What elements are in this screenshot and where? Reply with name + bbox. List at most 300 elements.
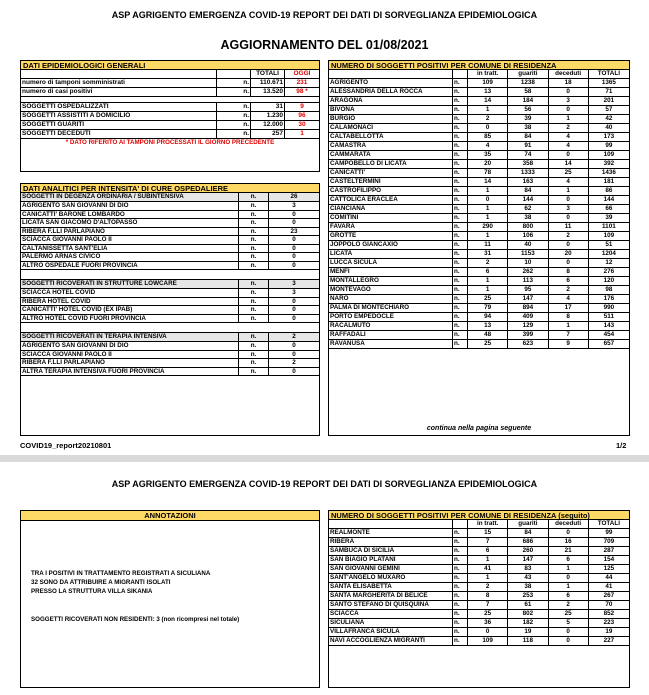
hospital-row (21, 342, 319, 351)
comune-guariti: 686 (508, 538, 548, 547)
comune-name: PORTO EMPEDOCLE (329, 313, 453, 322)
hospital-value: 0 (292, 342, 296, 349)
comune-totali: 12 (589, 259, 629, 268)
comune-unit: n. (453, 97, 468, 106)
comune-row (329, 151, 629, 160)
comune-deceduti: 0 (549, 106, 589, 115)
comune-unit: n. (453, 196, 468, 205)
comune-totali: 709 (589, 538, 629, 547)
comune-name: RACALMUTO (329, 322, 453, 331)
col-deceduti: deceduti (549, 520, 589, 529)
annotation-line-1: TRA I POSITIVI IN TRATTAMENTO REGISTRATI A SICULIANA (31, 570, 211, 577)
hospital-value: 0 (292, 306, 296, 313)
comune-deceduti: 25 (549, 169, 589, 178)
comune-totali: 1101 (589, 223, 629, 232)
row-total: 31 (251, 103, 285, 111)
hospital-row (21, 228, 319, 237)
comune-in-tratt: 36 (468, 619, 508, 628)
group-unit: n. (239, 193, 269, 201)
hospital-unit: n. (239, 219, 269, 227)
hospital-unit: n. (239, 298, 269, 306)
general-row (21, 112, 319, 121)
comune-row (329, 259, 629, 268)
comune-name: COMITINI (329, 214, 453, 223)
hospital-row (21, 262, 319, 271)
comune-guariti: 144 (508, 196, 548, 205)
comune-guariti: 800 (508, 223, 548, 232)
comune-row (329, 79, 629, 88)
comune-in-tratt: 15 (468, 529, 508, 538)
hospital-row (21, 368, 319, 377)
comune-in-tratt: 41 (468, 565, 508, 574)
comune-name: CALTABELLOTTA (329, 133, 453, 142)
comune-guariti: 894 (508, 304, 548, 313)
row-total: 1.230 (251, 112, 285, 120)
comune-name: SAN BIAGIO PLATANI (329, 556, 453, 565)
hospital-unit: n. (239, 202, 269, 210)
comune-name: CATTOLICA ERACLEA (329, 196, 453, 205)
comune-guariti: 58 (508, 88, 548, 97)
comune-totali: 51 (589, 241, 629, 250)
hospital-unit: n. (239, 351, 269, 359)
comune-guariti: 61 (508, 601, 548, 610)
comune-name: CIANCIANA (329, 205, 453, 214)
comune-name: LICATA (329, 250, 453, 259)
comune-totali: 40 (589, 124, 629, 133)
comune-totali: 454 (589, 331, 629, 340)
comuni-table-continued (328, 510, 630, 688)
row-label: numero di tamponi somministrati (21, 79, 217, 87)
hospital-unit: n. (239, 342, 269, 350)
hospital-label: ALTRO OSPEDALE FUORI PROVINCIA (21, 262, 239, 270)
comune-guariti: 74 (508, 151, 548, 160)
hospital-row (21, 219, 319, 228)
comune-deceduti: 1 (549, 583, 589, 592)
comune-deceduti: 8 (549, 313, 589, 322)
row-unit: n. (217, 112, 251, 120)
comune-guariti: 95 (508, 286, 548, 295)
comune-in-tratt: 25 (468, 295, 508, 304)
comune-in-tratt: 31 (468, 250, 508, 259)
comune-unit: n. (453, 295, 468, 304)
analytic-group-header (21, 193, 319, 202)
comune-deceduti: 0 (549, 196, 589, 205)
comune-deceduti: 3 (549, 97, 589, 106)
hospital-label: SCIACCA GIOVANNI PAOLO II (21, 236, 239, 244)
general-row (21, 79, 319, 88)
comune-name: SANT'ANGELO MUXARO (329, 574, 453, 583)
comune-totali: 657 (589, 340, 629, 349)
comune-unit: n. (453, 160, 468, 169)
comune-row (329, 88, 629, 97)
comune-unit: n. (453, 574, 468, 583)
comune-totali: 19 (589, 628, 629, 637)
comune-in-tratt: 0 (468, 196, 508, 205)
hospital-row (21, 245, 319, 254)
analytic-group-header (21, 333, 319, 342)
comune-unit: n. (453, 250, 468, 259)
comune-deceduti: 2 (549, 601, 589, 610)
row-total: 12.000 (251, 121, 285, 129)
comune-row (329, 142, 629, 151)
col-totali: TOTALI (251, 70, 285, 78)
comune-guariti: 43 (508, 574, 548, 583)
comune-deceduti: 0 (549, 637, 589, 646)
comune-name: SAN GIOVANNI GEMINI (329, 565, 453, 574)
comune-unit: n. (453, 79, 468, 88)
comune-name: SANTA MARGHERITA DI BELICE (329, 592, 453, 601)
hospital-row (21, 211, 319, 220)
hospital-value: 3 (292, 289, 296, 296)
comune-deceduti: 11 (549, 223, 589, 232)
report-header: ASP AGRIGENTO EMERGENZA COVID-19 REPORT DEI DATI DI SORVEGLIANZA EPIDEMIOLOGICA (111, 479, 538, 489)
comune-in-tratt: 0 (468, 628, 508, 637)
hospital-label: SCIACCA HOTEL COVID (21, 289, 239, 297)
comune-deceduti: 1 (549, 115, 589, 124)
comune-in-tratt: 25 (468, 610, 508, 619)
comune-guariti: 129 (508, 322, 548, 331)
comune-name: JOPPOLO GIANCAXIO (329, 241, 453, 250)
annotations-title: ANNOTAZIONI (21, 511, 319, 521)
comune-unit: n. (453, 124, 468, 133)
comune-in-tratt: 13 (468, 88, 508, 97)
row-label: numero di casi positivi (21, 88, 217, 96)
comune-in-tratt: 25 (468, 340, 508, 349)
comune-totali: 99 (589, 142, 629, 151)
comune-totali: 71 (589, 88, 629, 97)
hospital-value: 0 (292, 367, 296, 375)
comune-deceduti: 4 (549, 178, 589, 187)
hospital-value: 0 (292, 253, 296, 260)
comune-totali: 223 (589, 619, 629, 628)
comune-name: SANTO STEFANO DI QUISQUINA (329, 601, 453, 610)
group-label: SOGGETTI IN DEGENZA ORDINARIA / SUBINTENSIVA (21, 193, 239, 201)
hospital-unit: n. (239, 289, 269, 297)
comune-deceduti: 0 (549, 241, 589, 250)
comune-guariti: 1333 (508, 169, 548, 178)
comune-totali: 392 (589, 160, 629, 169)
footer-filename: COVID19_report20210801 (20, 441, 112, 450)
hospital-label: RIBERA HOTEL COVID (21, 298, 239, 306)
col-deceduti: deceduti (549, 70, 589, 79)
comune-guariti: 38 (508, 124, 548, 133)
comune-in-tratt: 1 (468, 286, 508, 295)
hospital-unit: n. (239, 253, 269, 261)
comune-in-tratt: 1 (468, 232, 508, 241)
comune-name: SANTA ELISABETTA (329, 583, 453, 592)
comune-deceduti: 1 (549, 322, 589, 331)
comune-totali: 511 (589, 313, 629, 322)
comune-unit: n. (453, 142, 468, 151)
comune-deceduti: 1 (549, 565, 589, 574)
comune-row (329, 592, 629, 601)
hospital-value: 0 (292, 297, 296, 305)
comune-deceduti: 14 (549, 160, 589, 169)
comune-row (329, 133, 629, 142)
comune-row (329, 331, 629, 340)
comune-totali: 1204 (589, 250, 629, 259)
comune-row (329, 232, 629, 241)
comune-unit: n. (453, 592, 468, 601)
comune-unit: n. (453, 223, 468, 232)
comune-unit: n. (453, 637, 468, 646)
comune-guariti: 84 (508, 529, 548, 538)
comune-name: LUCCA SICULA (329, 259, 453, 268)
comune-deceduti: 25 (549, 610, 589, 619)
comune-guariti: 106 (508, 232, 548, 241)
comune-totali: 125 (589, 565, 629, 574)
col-totali: TOTALI (589, 520, 629, 529)
comune-totali: 109 (589, 232, 629, 241)
hospital-unit: n. (239, 245, 269, 253)
comune-guariti: 38 (508, 583, 548, 592)
comune-name: CAMMARATA (329, 151, 453, 160)
comune-in-tratt: 7 (468, 538, 508, 547)
comune-row (329, 295, 629, 304)
comune-name: BURGIO (329, 115, 453, 124)
comune-guariti: 184 (508, 97, 548, 106)
hospital-row (21, 315, 319, 324)
comune-name: CAMPOBELLO DI LICATA (329, 160, 453, 169)
comune-name: VILLAFRANCA SICULA (329, 628, 453, 637)
comune-row (329, 97, 629, 106)
comune-in-tratt: 4 (468, 142, 508, 151)
comune-row (329, 160, 629, 169)
hospital-label: ALTRO HOTEL COVID FUORI PROVINCIA (21, 315, 239, 323)
hospital-value: 0 (292, 219, 296, 226)
comune-row (329, 268, 629, 277)
comune-in-tratt: 1 (468, 574, 508, 583)
comune-name: RAVANUSA (329, 340, 453, 349)
row-today: 1 (300, 130, 304, 137)
comune-in-tratt: 48 (468, 331, 508, 340)
comune-row (329, 205, 629, 214)
general-row (21, 121, 319, 130)
comune-deceduti: 0 (549, 574, 589, 583)
comune-guariti: 147 (508, 295, 548, 304)
comune-in-tratt: 94 (468, 313, 508, 322)
analytic-title: DATI ANALITICI PER INTENSITA' DI CURE OSPEDALIERE (21, 184, 319, 193)
comune-name: ARAGONA (329, 97, 453, 106)
comune-guariti: 253 (508, 592, 548, 601)
comune-totali: 70 (589, 601, 629, 610)
comuni-table (328, 60, 630, 436)
comune-row (329, 196, 629, 205)
hospital-unit: n. (239, 368, 269, 376)
comune-in-tratt: 2 (468, 583, 508, 592)
report-header: ASP AGRIGENTO EMERGENZA COVID-19 REPORT DEI DATI DI SORVEGLIANZA EPIDEMIOLOGICA (111, 10, 538, 20)
comune-unit: n. (453, 610, 468, 619)
comune-in-tratt: 1 (468, 277, 508, 286)
comune-totali: 42 (589, 115, 629, 124)
general-row (21, 88, 319, 97)
comune-in-tratt: 6 (468, 547, 508, 556)
row-today: 96 (298, 112, 306, 119)
comune-name: NARO (329, 295, 453, 304)
comune-totali: 276 (589, 268, 629, 277)
comune-row (329, 583, 629, 592)
comuni-col-header (329, 520, 629, 529)
hospital-row (21, 351, 319, 360)
comune-deceduti: 16 (549, 538, 589, 547)
annotation-line-2: 32 SONO DA ATTRIBUIRE A MIGRANTI ISOLATI (31, 579, 171, 586)
comune-in-tratt: 14 (468, 178, 508, 187)
comune-name: MONTALLEGRO (329, 277, 453, 286)
comune-in-tratt: 2 (468, 259, 508, 268)
comune-deceduti: 20 (549, 250, 589, 259)
comune-totali: 227 (589, 637, 629, 646)
comune-totali: 176 (589, 295, 629, 304)
hospital-value: 23 (290, 227, 298, 235)
comune-totali: 990 (589, 304, 629, 313)
hospital-label: AGRIGENTO SAN GIOVANNI DI DIO (21, 342, 239, 350)
comune-guariti: 62 (508, 205, 548, 214)
comune-deceduti: 18 (549, 79, 589, 88)
comune-unit: n. (453, 214, 468, 223)
tamponi-note: * DATO RIFERITO AI TAMPONI PROCESSATI IL GIORNO PRECEDENTE (65, 139, 275, 146)
comune-name: AGRIGENTO (329, 79, 453, 88)
comune-guariti: 84 (508, 133, 548, 142)
comune-unit: n. (453, 268, 468, 277)
comune-unit: n. (453, 241, 468, 250)
hospital-value: 0 (292, 244, 296, 252)
comune-deceduti: 1 (549, 187, 589, 196)
hospital-row (21, 359, 319, 368)
comune-guariti: 113 (508, 277, 548, 286)
hospital-row (21, 289, 319, 298)
hospital-value: 0 (292, 261, 296, 269)
comune-deceduti: 17 (549, 304, 589, 313)
comune-in-tratt: 290 (468, 223, 508, 232)
comune-totali: 852 (589, 610, 629, 619)
analytic-group-header (21, 280, 319, 289)
comune-name: PALMA DI MONTECHIARO (329, 304, 453, 313)
comune-guariti: 802 (508, 610, 548, 619)
row-label: SOGGETTI ASSISTITI A DOMICILIO (21, 112, 217, 120)
comune-guariti: 83 (508, 565, 548, 574)
hospital-label: LICATA SAN GIACOMO D'ALTOPASSO (21, 219, 239, 227)
hospital-label: CANICATTI' BARONE LOMBARDO (21, 211, 239, 219)
comune-unit: n. (453, 322, 468, 331)
comune-row (329, 313, 629, 322)
comune-name: MENFI (329, 268, 453, 277)
comune-guariti: 147 (508, 556, 548, 565)
comune-unit: n. (453, 628, 468, 637)
comune-totali: 120 (589, 277, 629, 286)
comune-name: CAMASTRA (329, 142, 453, 151)
comune-unit: n. (453, 313, 468, 322)
hospital-unit: n. (239, 315, 269, 323)
hospital-unit: n. (239, 262, 269, 270)
comune-name: REALMONTE (329, 529, 453, 538)
group-value: 26 (290, 193, 298, 200)
comune-unit: n. (453, 277, 468, 286)
hospital-label: CANICATTI' HOTEL COVID (EX IPAB) (21, 306, 239, 314)
row-total: 13.520 (251, 88, 285, 96)
col-totali: TOTALI (589, 70, 629, 79)
col-in-tratt: in tratt. (468, 70, 508, 79)
col-guariti: guariti (508, 520, 548, 529)
comune-deceduti: 0 (549, 151, 589, 160)
comune-unit: n. (453, 106, 468, 115)
row-today: 9 (300, 103, 304, 110)
comune-guariti: 38 (508, 214, 548, 223)
hospital-label: CALTANISSETTA SANT'ELIA (21, 245, 239, 253)
hospital-unit: n. (239, 359, 269, 367)
col-in-tratt: in tratt. (468, 520, 508, 529)
comune-unit: n. (453, 115, 468, 124)
hospital-value: 0 (292, 350, 296, 358)
group-value: 3 (292, 280, 296, 287)
comune-unit: n. (453, 304, 468, 313)
comune-row (329, 556, 629, 565)
comune-totali: 41 (589, 583, 629, 592)
comune-row (329, 250, 629, 259)
comune-deceduti: 4 (549, 142, 589, 151)
comune-row (329, 115, 629, 124)
comune-in-tratt: 85 (468, 133, 508, 142)
row-total: 257 (251, 130, 285, 138)
hospital-value: 0 (292, 210, 296, 218)
comune-in-tratt: 78 (468, 169, 508, 178)
comune-deceduti: 0 (549, 88, 589, 97)
group-value: 2 (292, 333, 296, 340)
row-label: SOGGETTI DECEDUTI (21, 130, 217, 138)
row-label: SOGGETTI OSPEDALIZZATI (21, 103, 217, 111)
comune-unit: n. (453, 583, 468, 592)
comune-totali: 44 (589, 574, 629, 583)
comune-totali: 267 (589, 592, 629, 601)
comune-guariti: 40 (508, 241, 548, 250)
comune-in-tratt: 79 (468, 304, 508, 313)
comune-deceduti: 0 (549, 259, 589, 268)
col-oggi: OGGI (293, 70, 311, 77)
row-today: 231 (296, 79, 308, 86)
hospital-value: 0 (292, 314, 296, 322)
comune-in-tratt: 7 (468, 601, 508, 610)
hospital-row (21, 202, 319, 211)
analytic-data-table (20, 183, 320, 436)
row-today: 30 (298, 121, 306, 128)
comune-unit: n. (453, 529, 468, 538)
comune-guariti: 84 (508, 187, 548, 196)
comune-unit: n. (453, 619, 468, 628)
comune-row (329, 601, 629, 610)
col-guariti: guariti (508, 70, 548, 79)
hospital-label: PALERMO ARNAS CIVICO (21, 253, 239, 261)
comune-row (329, 547, 629, 556)
comune-row (329, 610, 629, 619)
row-unit: n. (217, 88, 251, 96)
comune-guariti: 118 (508, 637, 548, 646)
report-page-2 (0, 462, 649, 695)
comune-guariti: 182 (508, 619, 548, 628)
continue-note: continua nella pagina seguente (426, 425, 532, 432)
comune-unit: n. (453, 88, 468, 97)
comune-in-tratt: 0 (468, 124, 508, 133)
comune-guariti: 10 (508, 259, 548, 268)
comune-unit: n. (453, 556, 468, 565)
comune-deceduti: 6 (549, 556, 589, 565)
comune-deceduti: 2 (549, 124, 589, 133)
comune-guariti: 39 (508, 115, 548, 124)
comune-deceduti: 9 (549, 340, 589, 349)
comune-guariti: 409 (508, 313, 548, 322)
comune-deceduti: 4 (549, 295, 589, 304)
comune-name: CASTROFILIPPO (329, 187, 453, 196)
comune-row (329, 340, 629, 349)
comune-totali: 109 (589, 151, 629, 160)
